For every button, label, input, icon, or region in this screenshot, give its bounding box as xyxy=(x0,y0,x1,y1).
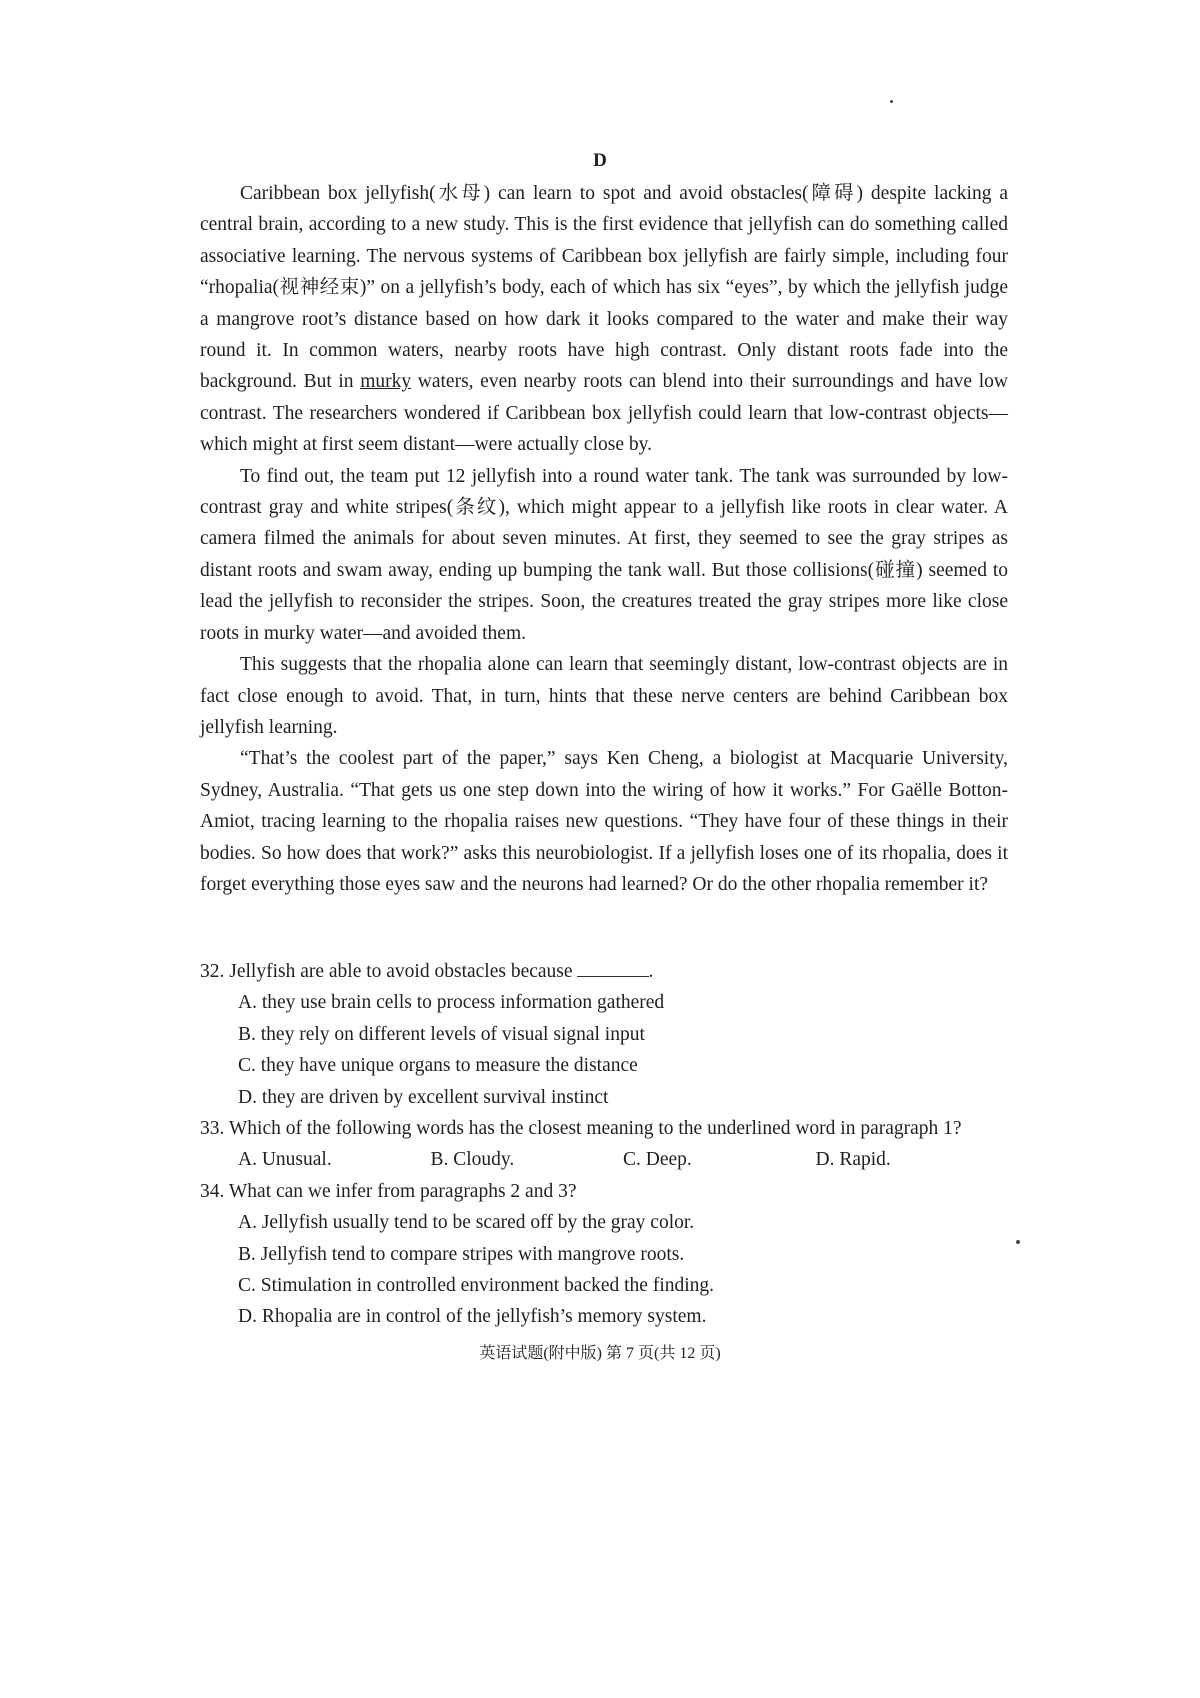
question-stem xyxy=(200,956,1008,987)
option-c[interactable]: C. they have unique organs to measure the distance xyxy=(238,1055,638,1077)
question-32-stem: 32. Jellyfish are able to avoid obstacles because xyxy=(200,961,573,982)
underlined-word: murky xyxy=(360,371,412,393)
reading-passage xyxy=(200,178,1008,900)
scan-speck xyxy=(890,100,893,103)
question-32 xyxy=(200,956,1008,1113)
option-b[interactable]: B. Cloudy. xyxy=(430,1149,515,1171)
paragraph-1-after: waters, even nearby roots can blend into their surroundings and have low contrast. The researchers wondered if Caribbean box jellyfish could learn that low-contrast objects—which might at first seem distant—were actually close by. xyxy=(200,371,1008,456)
option-d[interactable]: D. Rhopalia are in control of the jellyfish’s memory system. xyxy=(238,1306,707,1328)
question-34 xyxy=(200,1176,1008,1333)
question-32-stem-end: . xyxy=(648,961,654,982)
section-title: D xyxy=(593,150,607,171)
question-33-options xyxy=(238,1144,1008,1175)
question-34-stem: 34. What can we infer from paragraphs 2 and 3? xyxy=(200,1180,577,1202)
paragraph-4: “That’s the coolest part of the paper,” says Ken Cheng, a biologist at Macquarie University, Sydney, Australia. “That gets us one step down into the wiring of how it works.” For Gaëlle Botton-Amiot, tracing learning to the rhopalia raises new questions. “They have four of these things in their bodies. So how does that work?” asks this neurobiologist. If a jellyfish loses one of its rhopalia, does it forget everything those eyes saw and the neurons had learned? Or do the other rhopalia remember it? xyxy=(200,748,1008,895)
paragraph-2: To find out, the team put 12 jellyfish into a round water tank. The tank was surrounded by low-contrast gray and white stripes(条纹), which might appear to a jellyfish like roots in clear water. A camera filmed the animals for about seven minutes. At first, they seemed to see the gray stripes as distant roots and swam away, ending up bumping the tank wall. But those collisions(碰撞) seemed to lead the jellyfish to reconsider the stripes. Soon, the creatures treated the gray stripes more like close roots in murky water—and avoided them. xyxy=(200,465,1008,644)
answer-blank xyxy=(577,958,649,977)
question-33-stem: 33. Which of the following words has the closest meaning to the underlined word in paragraph 1? xyxy=(200,1118,962,1140)
option-a[interactable]: A. they use brain cells to process information gathered xyxy=(238,992,665,1014)
option-c[interactable]: C. Stimulation in controlled environment backed the finding. xyxy=(238,1275,715,1297)
option-b[interactable]: B. they rely on different levels of visual signal input xyxy=(238,1023,645,1045)
option-d[interactable]: D. they are driven by excellent survival instinct xyxy=(238,1086,609,1108)
option-a[interactable]: A. Jellyfish usually tend to be scared off by the gray color. xyxy=(238,1212,695,1234)
scan-speck xyxy=(1016,1240,1020,1244)
option-b[interactable]: B. Jellyfish tend to compare stripes with mangrove roots. xyxy=(238,1243,685,1265)
paragraph-1 xyxy=(200,178,1008,461)
question-list xyxy=(200,956,1008,1333)
page-footer: 英语试题(附中版) 第 7 页(共 12 页) xyxy=(479,1345,721,1362)
option-d[interactable]: D. Rapid. xyxy=(815,1149,891,1171)
option-a[interactable]: A. Unusual. xyxy=(238,1149,332,1171)
option-c[interactable]: C. Deep. xyxy=(623,1149,692,1171)
paragraph-3: This suggests that the rhopalia alone can learn that seemingly distant, low-contrast objects are in fact close enough to avoid. That, in turn, hints that these nerve centers are behind Caribbean box jellyfish learning. xyxy=(200,654,1008,738)
question-33 xyxy=(200,1113,1008,1176)
paragraph-1-before: Caribbean box jellyfish(水母) can learn to spot and avoid obstacles(障碍) despite lacking a central brain, according to a new study. This is the first evidence that jellyfish can do something called associative learning. The nervous systems of Caribbean box jellyfish are fairly simple, including four “rhopalia(视神经束)” on a jellyfish’s body, each of which has six “eyes”, by which the jellyfish judge a mangrove root’s distance based on how dark it looks compared to the water and make their way round it. In common waters, nearby roots have high contrast. Only distant roots fade into the background. But in xyxy=(200,183,1008,393)
